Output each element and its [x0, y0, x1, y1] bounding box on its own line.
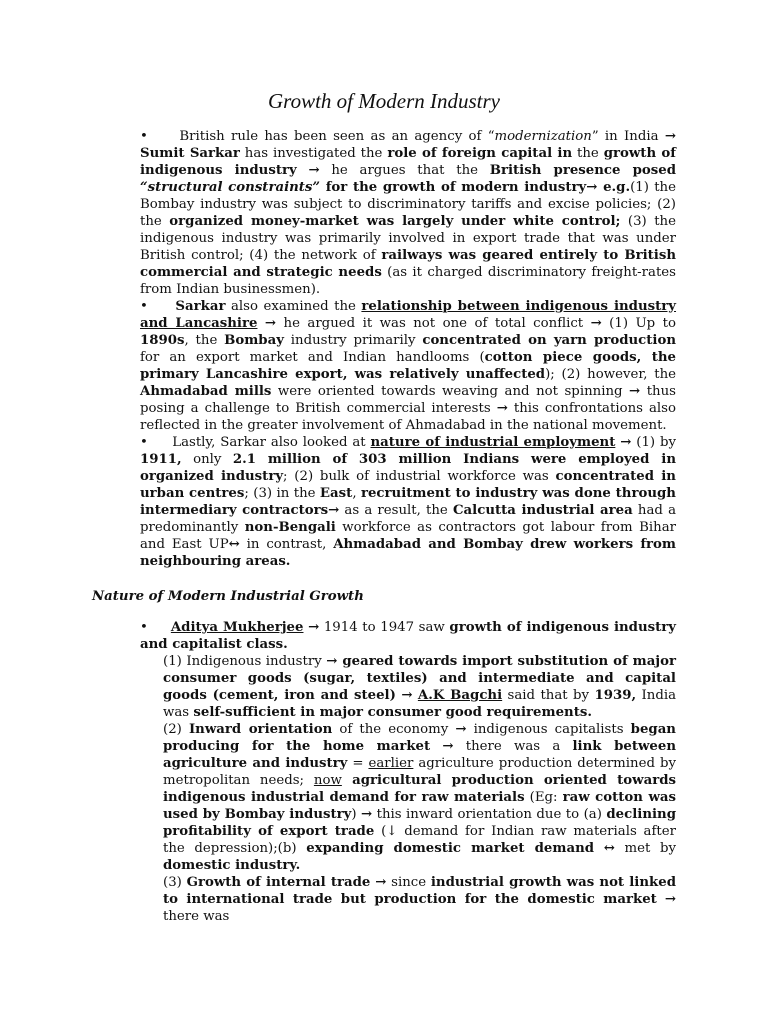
page-title: Growth of Modern Industry	[268, 89, 500, 113]
arrow-icon: →	[328, 503, 340, 518]
arrow-icon: →	[586, 180, 598, 195]
point-2-inward-orientation: (2) Inward orientation of the economy → indigenous capitalists began producing for the home market → there was a link between agriculture and industry = earlier agriculture production determined by metropolitan needs; now agricultural production oriented towards indigenous industrial demand for raw materials (Eg: raw cotton was used by Bombay industry) → this inward orientation due to (a) declining profitability of export trade (↓ demand for Indian raw materials after the depression);(b) expanding domestic market demand ↔ met by domestic industry.	[163, 722, 677, 873]
arrow-icon: →	[442, 739, 454, 754]
point-3-internal-trade: (3) Growth of internal trade → since industrial growth was not linked to international trade but production for the domestic market → there was	[163, 875, 677, 924]
bullet-mukherjee: • Aditya Mukherjee → 1914 to 1947 saw growth of indigenous industry and capitalist class.	[140, 620, 677, 652]
arrow-icon: →	[620, 435, 632, 450]
arrow-icon: →	[455, 722, 467, 737]
bullet-symbol: •	[140, 129, 148, 144]
double-arrow-icon: ↔	[228, 537, 240, 552]
arrow-icon: →	[375, 875, 387, 890]
point-1-import-substitution: (1) Indigenous industry → geared towards import substitution of major consumer goods (sugar, textiles) and intermediate and capital goods (cement, iron and steel) → A.K Bagchi said that by 1939, India was self-sufficient in major consumer good requirements.	[163, 654, 677, 720]
bullet-sarkar-lancashire: • Sarkar also examined the relationship between indigenous industry and Lancashire → he argued it was not one of total conflict → (1) Up to 1890s, the Bombay industry primarily concentrated on yarn production for an export market and Indian handlooms (cotton piece goods, the primary Lancashire export, was relatively unaffected); (2) however, the Ahmadabad mills were oriented towards weaving and not spinning → thus posing a challenge to British commercial interests → this confrontations also reflected in the greater involvement of Ahmadabad in the national movement.	[140, 299, 677, 433]
arrow-icon: →	[590, 316, 602, 331]
bullet-sarkar-foreign-capital: • British rule has been seen as an agency of “modernization” in India → Sumit Sarkar has investigated the role of foreign capital in the growth of indigenous industry → he argues that the British presence posed “structural constraints” for the growth of modern industry→ e.g.(1) the Bombay industry was subject to discriminatory tariffs and excise policies; (2) the organized money-market was largely under white control; (3) the indigenous industry was primarily involved in export trade that was under British control; (4) the network of railways was geared entirely to British commercial and strategic needs (as it charged discriminatory freight-rates from Indian businessmen).	[140, 129, 677, 297]
arrow-icon: →	[308, 620, 320, 635]
arrow-icon: →	[664, 129, 676, 144]
arrow-icon: →	[664, 892, 677, 907]
arrow-icon: →	[308, 163, 320, 178]
arrow-icon: →	[264, 316, 277, 331]
arrow-icon: →	[326, 654, 338, 669]
bullet-sarkar-employment: • Lastly, Sarkar also looked at nature of industrial employment → (1) by 1911, only 2.1 million of 303 million Indians were employed in organized industry; (2) bulk of industrial workforce was concentrated in urban centres; (3) in the East, recruitment to industry was done through intermediary contractors→ as a result, the Calcutta industrial area had a predominantly non-Bengali workforce as contractors got labour from Bihar and East UP↔ in contrast, Ahmadabad and Bombay drew workers from neighbouring areas.	[140, 435, 677, 569]
arrow-icon: →	[629, 384, 641, 399]
bullet-symbol: •	[140, 299, 148, 314]
section-heading: Nature of Modern Industrial Growth	[92, 589, 364, 604]
arrow-icon: →	[401, 688, 413, 703]
bullet-symbol: •	[140, 620, 148, 635]
bullet-symbol: •	[140, 435, 148, 450]
double-arrow-icon: ↔	[603, 841, 615, 856]
arrow-icon: →	[496, 401, 508, 416]
arrow-icon: →	[361, 807, 373, 822]
